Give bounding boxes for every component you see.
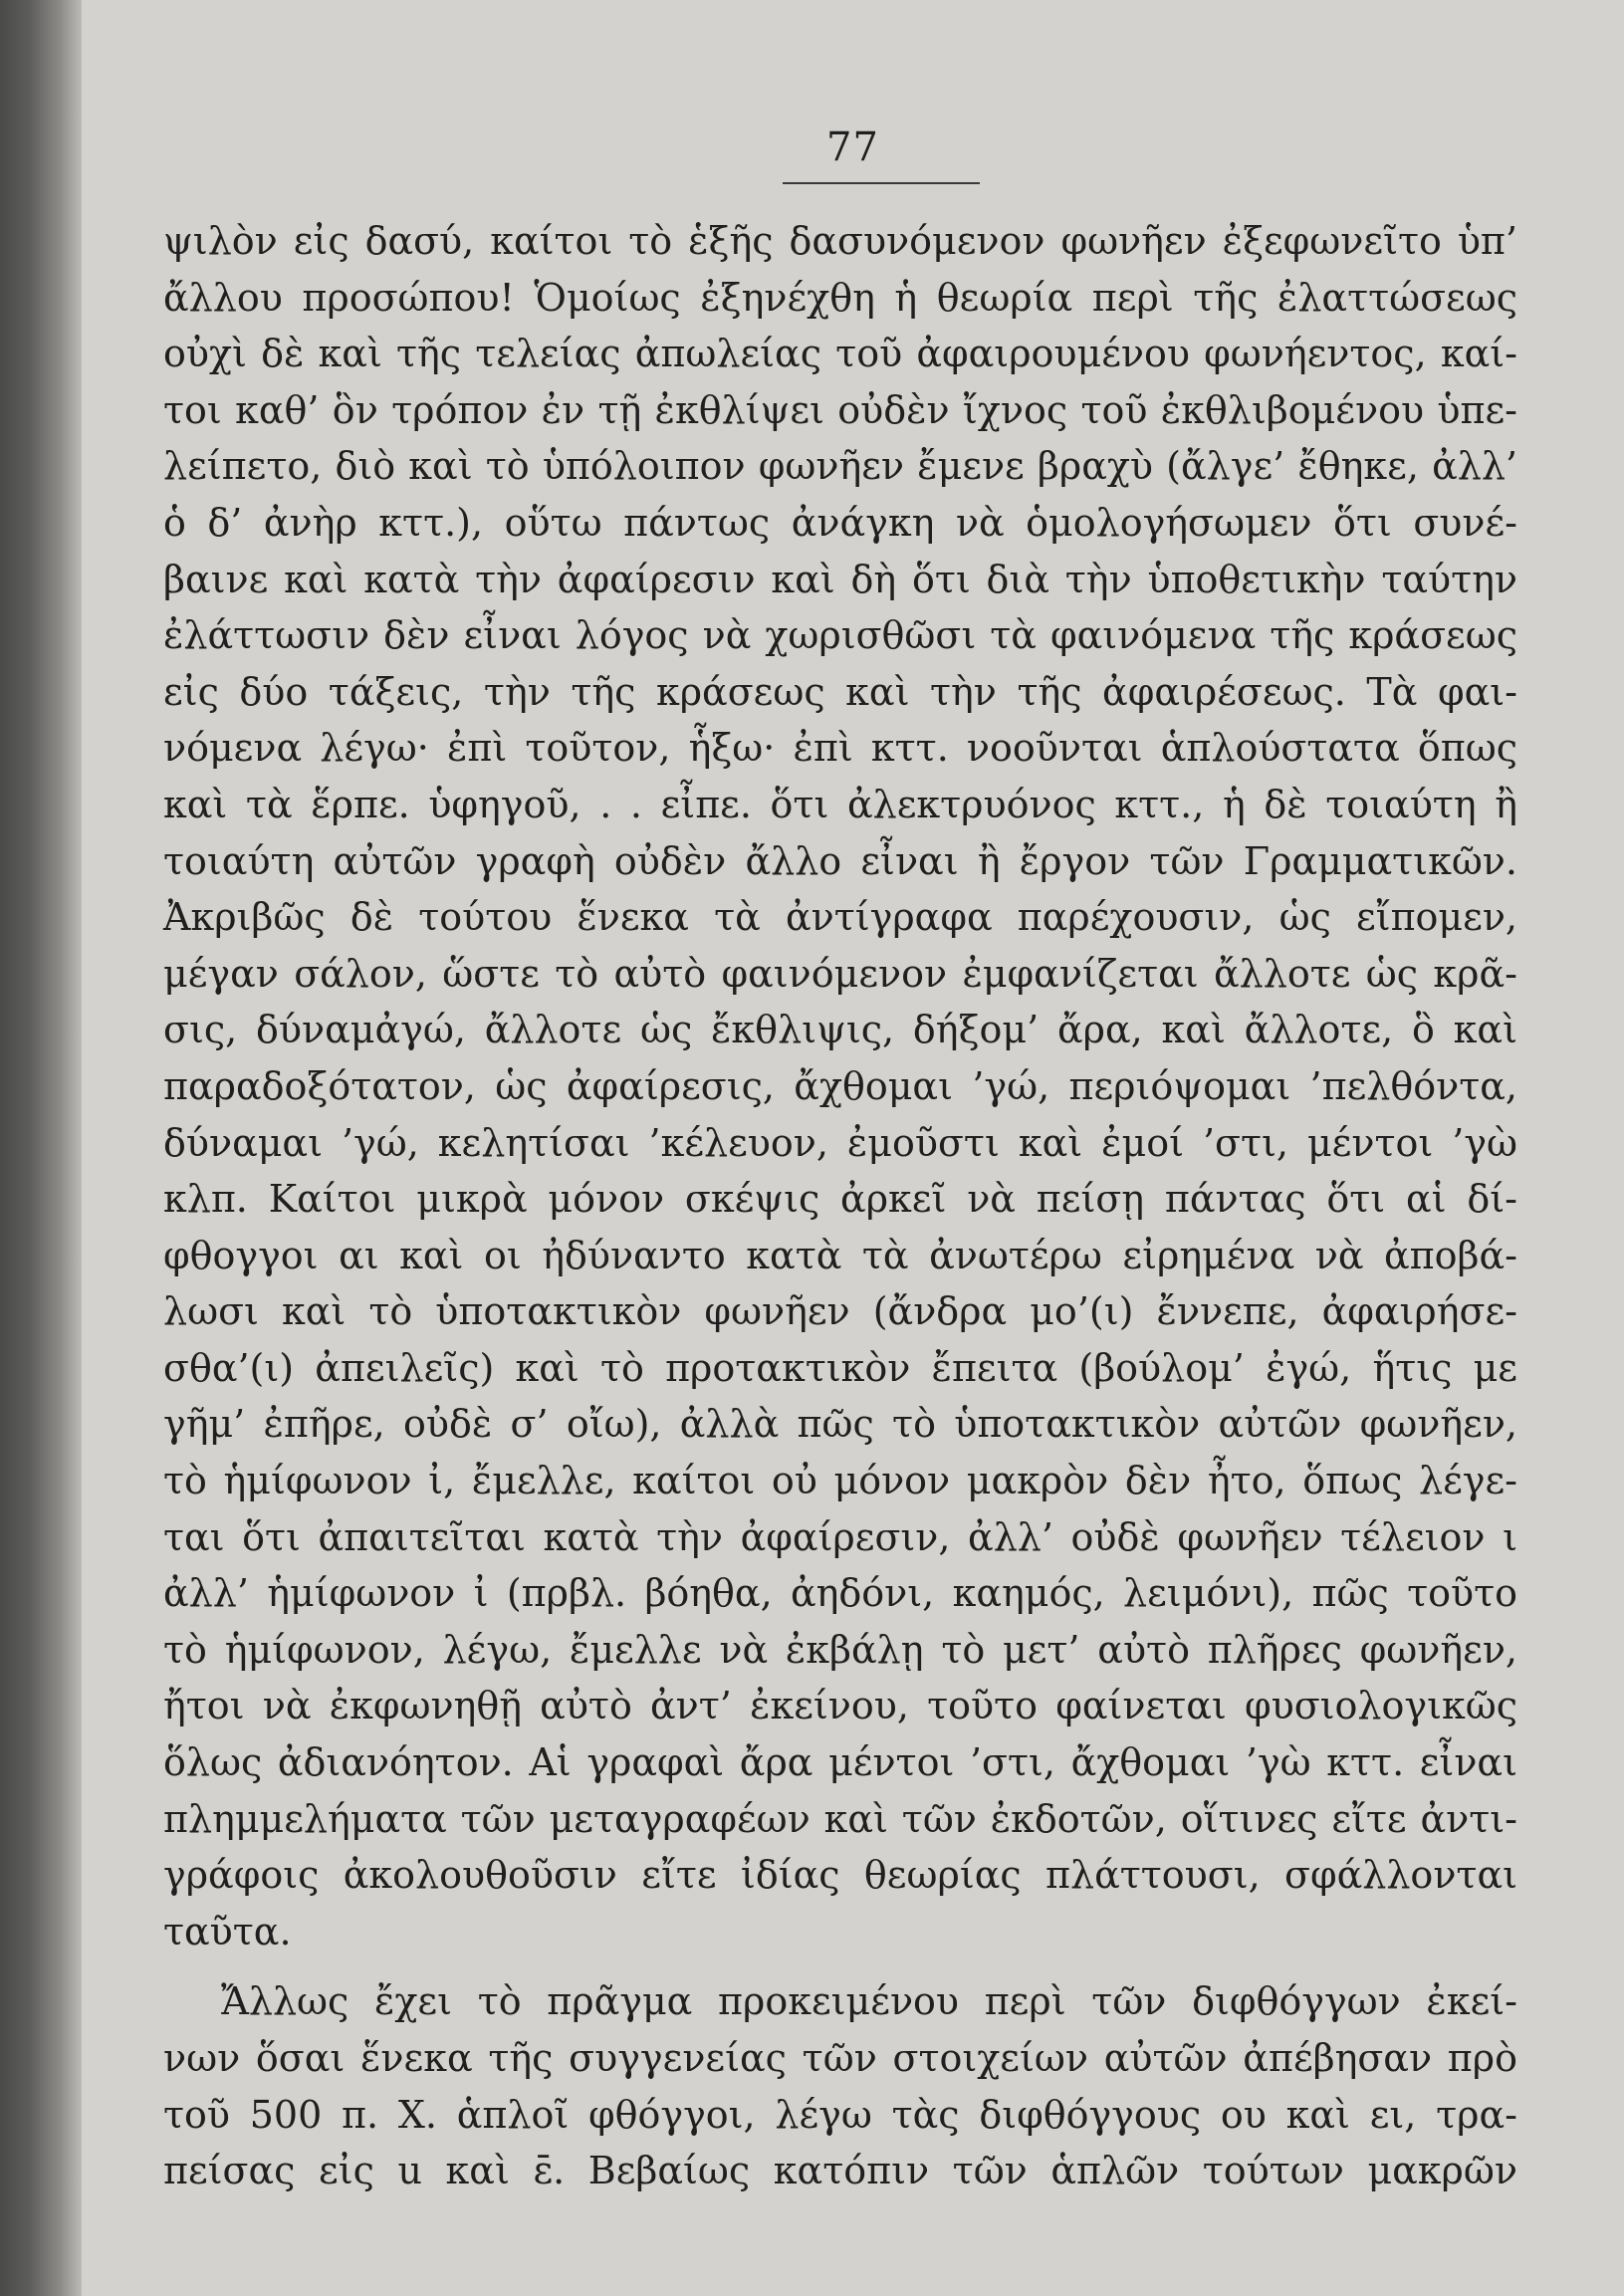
text-line: κλπ. Καίτοι μικρὰ μόνον σκέψις ἀρκεῖ νὰ πείσῃ πάντας ὅτι αἱ δί- [163, 1177, 1517, 1222]
text-line: τοιαύτη αὐτῶν γραφὴ οὐδὲν ἄλλο εἶναι ἢ ἔργον τῶν Γραμματικῶν. [163, 838, 1517, 883]
text-line: ται ὅτι ἀπαιτεῖται κατὰ τὴν ἀφαίρεσιν, ἀλλ’ οὐδὲ φωνῆεν τέλειον ι [163, 1514, 1517, 1559]
text-line: καὶ τὰ ἕρπε. ὑφηγοῦ, . . εἶπε. ὅτι ἀλεκτρυόνος κττ., ἡ δὲ τοιαύτη ἢ [163, 782, 1517, 826]
text-line: ψιλὸν εἰς δασύ, καίτοι τὸ ἑξῆς δασυνόμενον φωνῆεν ἐξεφωνεῖτο ὑπ’ [163, 219, 1517, 263]
text-line: παραδοξότατον, ὡς ἀφαίρεσις, ἄχθομαι ’γώ, περιόψομαι ’πελθόντα, [163, 1063, 1517, 1108]
text-line: βαινε καὶ κατὰ τὴν ἀφαίρεσιν καὶ δὴ ὅτι διὰ τὴν ὑποθετικὴν ταύτην [163, 557, 1517, 601]
text-line: τὸ ἡμίφωνον, λέγω, ἔμελλε νὰ ἐκβάλῃ τὸ μετ’ αὐτὸ πλῆρες φωνῆεν, [163, 1627, 1517, 1672]
text-line: τοῦ 500 π. Χ. ἁπλοῖ φθόγγοι, λέγω τὰς διφθόγγους ου καὶ ει, τρα- [163, 2092, 1517, 2137]
text-line: ἄλλου προσώπου! Ὁμοίως ἐξηνέχθη ἡ θεωρία περὶ τῆς ἐλαττώσεως [163, 275, 1517, 320]
text-line: σις, δύναμἀγώ, ἄλλοτε ὡς ἔκθλιψις, δήξομ’ ἄρα, καὶ ἄλλοτε, ὃ καὶ [163, 1008, 1517, 1052]
text-line: οὐχὶ δὲ καὶ τῆς τελείας ἀπωλείας τοῦ ἀφαιρουμένου φωνήεντος, καί- [163, 332, 1517, 376]
page-number-rule [783, 182, 980, 184]
paragraph-gap [163, 1959, 1517, 1973]
text-line: λωσι καὶ τὸ ὑποτακτικὸν φωνῆεν (ἄνδρα μο’(ι) ἔννεπε, ἀφαιρήσε- [163, 1289, 1517, 1334]
text-line: λείπετο, διὸ καὶ τὸ ὑπόλοιπον φωνῆεν ἔμενε βραχὺ (ἄλγε’ ἔθηκε, ἀλλ’ [163, 444, 1517, 489]
body-text [163, 213, 1517, 2199]
text-line: Ἀκριβῶς δὲ τούτου ἕνεκα τὰ ἀντίγραφα παρέχουσιν, ὡς εἴπομεν, [163, 895, 1517, 940]
text-line: μέγαν σάλον, ὥστε τὸ αὐτὸ φαινόμενον ἐμφανίζεται ἄλλοτε ὡς κρᾶ- [163, 951, 1517, 996]
book-page [82, 0, 1624, 2296]
text-line: νων ὅσαι ἕνεκα τῆς συγγενείας τῶν στοιχείων αὐτῶν ἀπέβησαν πρὸ [163, 2036, 1517, 2080]
scan-binding-edge [0, 0, 82, 2296]
text-line: ἤτοι νὰ ἐκφωνηθῇ αὐτὸ ἀντ’ ἐκείνου, τοῦτο φαίνεται φυσιολογικῶς [163, 1684, 1517, 1728]
text-line: δύναμαι ’γώ, κελητίσαι ’κέλευον, ἐμοῦστι καὶ ἐμοί ’στι, μέντοι ’γὼ [163, 1120, 1517, 1165]
text-line: τὸ ἡμίφωνον ἰ, ἔμελλε, καίτοι οὐ μόνον μακρὸν δὲν ἦτο, ὅπως λέγε- [163, 1459, 1517, 1503]
text-line: νόμενα λέγω· ἐπὶ τοῦτον, ἧξω· ἐπὶ κττ. νοοῦνται ἁπλούστατα ὅπως [163, 726, 1517, 771]
paragraph-2 [163, 1973, 1517, 2198]
text-line: σθα’(ι) ἀπειλεῖς) καὶ τὸ προτακτικὸν ἔπειτα (βούλομ’ ἐγώ, ἥτις με [163, 1345, 1517, 1390]
text-line: ταῦτα. [163, 1909, 292, 1953]
text-line: γράφοις ἀκολουθοῦσιν εἴτε ἰδίας θεωρίας πλάττουσι, σφάλλονται [163, 1853, 1517, 1898]
text-line: Ἄλλως ἔχει τὸ πρᾶγμα προκειμένου περὶ τῶν διφθόγγων ἐκεί- [221, 1979, 1517, 2024]
text-line: τοι καθ’ ὃν τρόπον ἐν τῇ ἐκθλίψει οὐδὲν ἴχνος τοῦ ἐκθλιβομένου ὑπε- [163, 387, 1517, 432]
text-line: πλημμελήματα τῶν μεταγραφέων καὶ τῶν ἐκδοτῶν, οἵτινες εἴτε ἀντι- [163, 1796, 1517, 1841]
text-line: γῆμ’ ἐπῆρε, οὐδὲ σ’ οἴω), ἀλλὰ πῶς τὸ ὑποτακτικὸν αὐτῶν φωνῆεν, [163, 1402, 1517, 1447]
text-line: πείσας εἰς u καὶ ε̄. Βεβαίως κατόπιν τῶν ἁπλῶν τούτων μακρῶν [163, 2149, 1517, 2193]
text-line: ὅλως ἀδιανόητον. Αἱ γραφαὶ ἄρα μέντοι ’στι, ἄχθομαι ’γὼ κττ. εἶναι [163, 1740, 1517, 1785]
page-number: 77 [826, 124, 879, 170]
text-line: εἰς δύο τάξεις, τὴν τῆς κράσεως καὶ τὴν τῆς ἀφαιρέσεως. Τὰ φαι- [163, 669, 1517, 714]
text-line: ὁ δ’ ἀνὴρ κττ.), οὕτω πάντως ἀνάγκη νὰ ὁμολογήσωμεν ὅτι συνέ- [163, 500, 1517, 545]
paragraph-1 [163, 213, 1517, 1959]
text-line: ἐλάττωσιν δὲν εἶναι λόγος νὰ χωρισθῶσι τὰ φαινόμενα τῆς κράσεως [163, 613, 1517, 658]
text-line: φθογγοι αι καὶ οι ἠδύναντο κατὰ τὰ ἀνωτέρω εἰρημένα νὰ ἀποβά- [163, 1233, 1517, 1277]
text-line: ἀλλ’ ἡμίφωνον ἰ (πρβλ. βόηθα, ἀηδόνι, καημός, λειμόνι), πῶς τοῦτο [163, 1571, 1517, 1616]
